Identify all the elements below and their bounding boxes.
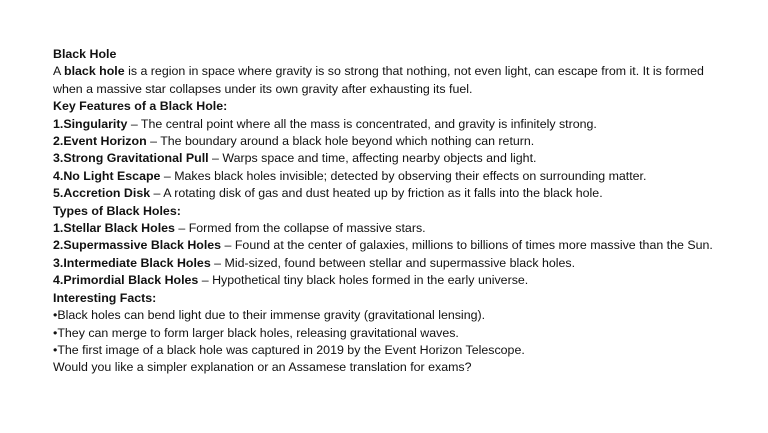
- feature-desc: – The central point where all the mass is concentrated, and gravity is infinitely strong.: [127, 116, 597, 131]
- fact-item: •They can merge to form larger black holes, releasing gravitational waves.: [53, 325, 459, 340]
- feature-term: Event Horizon: [63, 134, 147, 149]
- feature-item: [53, 133, 721, 150]
- type-term: Stellar Black Holes: [63, 221, 175, 236]
- feature-item: [53, 168, 721, 185]
- type-desc: – Hypothetical tiny black holes formed in the early universe.: [198, 273, 529, 288]
- feature-desc: – Warps space and time, affecting nearby objects and light.: [208, 151, 537, 166]
- feature-term: No Light Escape: [63, 168, 161, 183]
- type-term: Supermassive Black Holes: [63, 238, 222, 253]
- intro-paragraph: [53, 63, 721, 98]
- intro-term: black hole: [64, 64, 125, 79]
- type-item: [53, 220, 721, 237]
- document-body: [53, 46, 721, 377]
- intro-prefix: A: [53, 64, 65, 79]
- intro-text: is a region in space where gravity is so strong that nothing, not even light, can escape from it. It is formed when a massive star collapses under its own gravity after exhausting its fuel.: [53, 64, 704, 96]
- type-term: Intermediate Black Holes: [63, 255, 211, 270]
- feature-number: 3.: [53, 151, 64, 166]
- feature-term: Singularity: [63, 116, 128, 131]
- feature-term: Accretion Disk: [63, 186, 151, 201]
- feature-term: Strong Gravitational Pull: [63, 151, 209, 166]
- type-number: 3.: [53, 255, 64, 270]
- type-term: Primordial Black Holes: [63, 273, 199, 288]
- feature-number: 2.: [53, 134, 64, 149]
- type-item: [53, 255, 721, 272]
- feature-number: 5.: [53, 186, 64, 201]
- types-heading: Types of Black Holes:: [53, 203, 181, 218]
- type-number: 4.: [53, 273, 64, 288]
- features-heading: Key Features of a Black Hole:: [53, 99, 228, 114]
- feature-desc: – Makes black holes invisible; detected by observing their effects on surrounding matter.: [160, 168, 647, 183]
- feature-number: 1.: [53, 116, 64, 131]
- fact-item: •The first image of a black hole was captured in 2019 by the Event Horizon Telescope.: [53, 342, 525, 357]
- document-title: Black Hole: [53, 47, 117, 61]
- feature-desc: – A rotating disk of gas and dust heated up by friction as it falls into the black hole.: [150, 186, 603, 201]
- facts-heading: Interesting Facts:: [53, 290, 157, 305]
- type-item: [53, 237, 721, 254]
- type-desc: – Found at the center of galaxies, millions to billions of times more massive than the Sun.: [221, 238, 713, 253]
- feature-number: 4.: [53, 168, 64, 183]
- type-number: 1.: [53, 221, 64, 236]
- fact-item: •Black holes can bend light due to their immense gravity (gravitational lensing).: [53, 308, 486, 323]
- feature-desc: – The boundary around a black hole beyond which nothing can return.: [146, 134, 535, 149]
- feature-item: [53, 185, 721, 202]
- feature-item: [53, 116, 721, 133]
- feature-item: [53, 150, 721, 167]
- type-desc: – Formed from the collapse of massive stars.: [174, 221, 426, 236]
- type-number: 2.: [53, 238, 64, 253]
- type-item: [53, 272, 721, 289]
- type-desc: – Mid-sized, found between stellar and supermassive black holes.: [210, 255, 576, 270]
- closing-question: Would you like a simpler explanation or an Assamese translation for exams?: [53, 360, 472, 375]
